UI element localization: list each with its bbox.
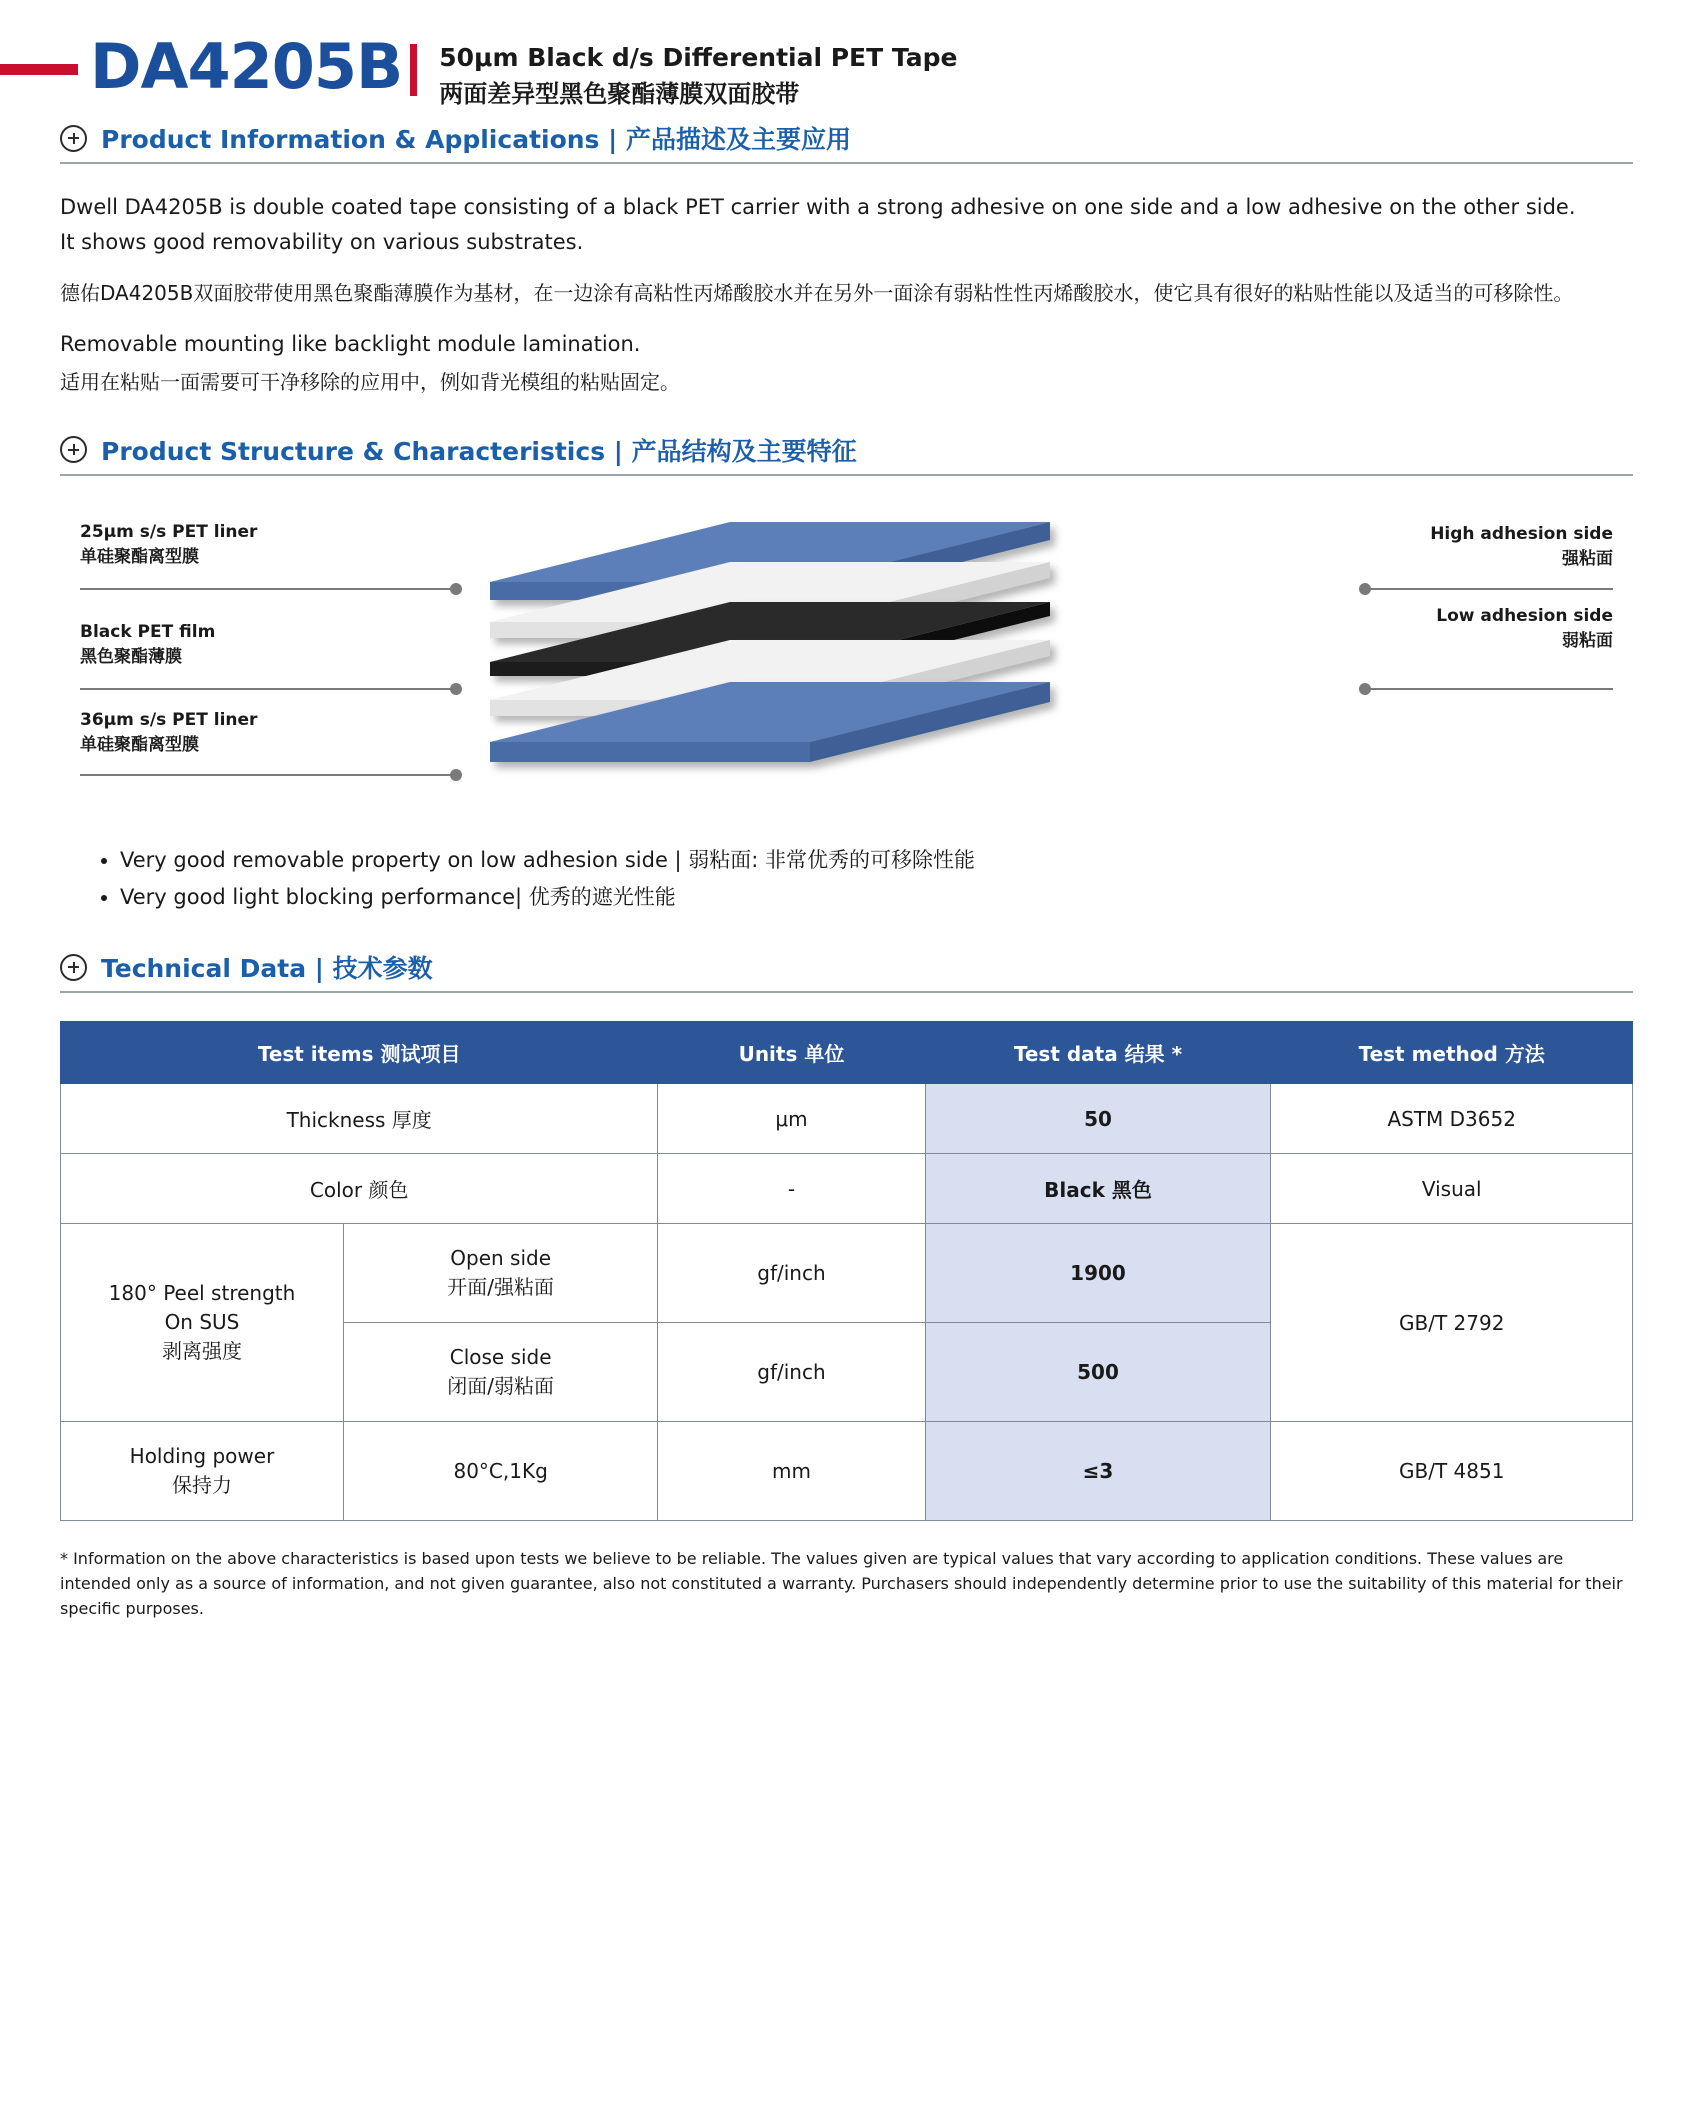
table-row xyxy=(61,1224,1633,1323)
cell-data-close-side: 500 xyxy=(925,1323,1271,1422)
leader-line-3 xyxy=(80,774,455,776)
column-header-test-data: Test data 结果 * xyxy=(925,1022,1271,1084)
cell-sub-close-side: Close side 闭面/弱粘面 xyxy=(343,1323,657,1422)
cell-method-thickness: ASTM D3652 xyxy=(1271,1084,1633,1154)
characteristics-list xyxy=(80,842,1633,916)
leader-dot-1 xyxy=(450,583,462,595)
section-title: Technical Data | 技术参数 xyxy=(101,954,433,984)
column-header-units: Units 单位 xyxy=(658,1022,925,1084)
leader-dot-2 xyxy=(450,683,462,695)
red-accent-bar xyxy=(0,64,78,75)
product-code: DA4205B xyxy=(90,30,403,103)
technical-data-table xyxy=(60,1021,1633,1521)
cell-item-thickness: Thickness 厚度 xyxy=(61,1084,658,1154)
section-product-structure xyxy=(0,432,1693,916)
leader-dot-5 xyxy=(1359,683,1371,695)
cell-item-peel-strength: 180° Peel strength On SUS 剥离强度 xyxy=(61,1224,344,1422)
label-black-pet: Black PET film 黑色聚酯薄膜 xyxy=(80,621,216,668)
section-header xyxy=(60,949,1633,993)
cell-data-holding-power: ≤3 xyxy=(925,1422,1271,1521)
column-header-test-items: Test items 测试项目 xyxy=(61,1022,658,1084)
cell-unit-color: - xyxy=(658,1154,925,1224)
cell-unit-open-side: gf/inch xyxy=(658,1224,925,1323)
label-bottom-liner: 36μm s/s PET liner 单硅聚酯离型膜 xyxy=(80,709,258,756)
title-chinese: 两面差异型黑色聚酯薄膜双面胶带 xyxy=(439,80,800,109)
cell-unit-close-side: gf/inch xyxy=(658,1323,925,1422)
label-high-adhesion: High adhesion side 强粘面 xyxy=(1430,523,1613,570)
section-title: Product Information & Applications | 产品描述及主要应用 xyxy=(101,125,851,154)
section-technical-data xyxy=(0,949,1693,1621)
leader-line-2 xyxy=(80,688,455,690)
table-row xyxy=(61,1154,1633,1224)
paragraph-cn-2: 适用在粘贴一面需要可干净移除的应用中，例如背光模组的粘贴固定。 xyxy=(60,369,680,394)
paragraph-en-1: Dwell DA4205B is double coated tape consisting of a black PET carrier with a strong adhesive on one side and a low adhesive on the other side. It shows good removability on various substrates. xyxy=(60,195,1576,254)
leader-line-5 xyxy=(1368,688,1613,690)
cell-unit-thickness: μm xyxy=(658,1084,925,1154)
title-block xyxy=(439,42,957,109)
table-row xyxy=(61,1422,1633,1521)
table-header-row xyxy=(61,1022,1633,1084)
footnote-text: * Information on the above characteristics is based upon tests we believe to be reliable. The values given are typical values that vary according to application conditions. These values are intended only as a source of information, and not given guarantee, also not constituted a warranty. Purchasers should independently determine prior to use the suitability of this material for their specific purposes. xyxy=(60,1549,1623,1619)
cell-data-color: Black 黑色 xyxy=(925,1154,1271,1224)
section-title: Product Structure & Characteristics | 产品结构及主要特征 xyxy=(101,436,857,466)
structure-diagram xyxy=(60,502,1633,812)
leader-dot-4 xyxy=(1359,583,1371,595)
leader-dot-3 xyxy=(450,769,462,781)
plus-icon xyxy=(60,125,87,152)
paragraph-en-2: Removable mounting like backlight module lamination. xyxy=(60,332,641,357)
cell-method-color: Visual xyxy=(1271,1154,1633,1224)
column-header-test-method: Test method 方法 xyxy=(1271,1022,1633,1084)
section-product-information xyxy=(0,120,1693,398)
label-low-adhesion: Low adhesion side 弱粘面 xyxy=(1436,605,1613,652)
table-row xyxy=(61,1084,1633,1154)
cell-unit-holding-power: mm xyxy=(658,1422,925,1521)
leader-line-4 xyxy=(1368,588,1613,590)
cell-item-color: Color 颜色 xyxy=(61,1154,658,1224)
list-item: • Very good removable property on low adhesion side | 弱粘面: 非常优秀的可移除性能 xyxy=(120,842,1633,879)
cell-method-peel-strength: GB/T 2792 xyxy=(1271,1224,1633,1422)
cell-data-thickness: 50 xyxy=(925,1084,1271,1154)
cell-condition-holding-power: 80°C,1Kg xyxy=(343,1422,657,1521)
cell-item-holding-power: Holding power 保持力 xyxy=(61,1422,344,1521)
title-separator xyxy=(410,44,417,96)
section-header xyxy=(60,120,1633,164)
cell-sub-open-side: Open side 开面/强粘面 xyxy=(343,1224,657,1323)
list-item: • Very good light blocking performance| 优秀的遮光性能 xyxy=(120,879,1633,916)
title-english: 50μm Black d/s Differential PET Tape xyxy=(439,43,958,72)
cell-data-open-side: 1900 xyxy=(925,1224,1271,1323)
leader-line-1 xyxy=(80,588,455,590)
plus-icon xyxy=(60,954,87,981)
plus-icon xyxy=(60,436,87,463)
cell-method-holding-power: GB/T 4851 xyxy=(1271,1422,1633,1521)
document-header xyxy=(0,0,1693,120)
paragraph-cn-1: 德佑DA4205B双面胶带使用黑色聚酯薄膜作为基材，在一边涂有高粘性丙烯酸胶水并在另外一面涂有弱粘性性丙烯酸胶水，使它具有很好的粘贴性能以及适当的可移除性。 xyxy=(60,281,1574,306)
layer-stack-illustration xyxy=(490,512,1190,822)
label-top-liner: 25μm s/s PET liner 单硅聚酯离型膜 xyxy=(80,521,258,568)
section-header xyxy=(60,432,1633,476)
